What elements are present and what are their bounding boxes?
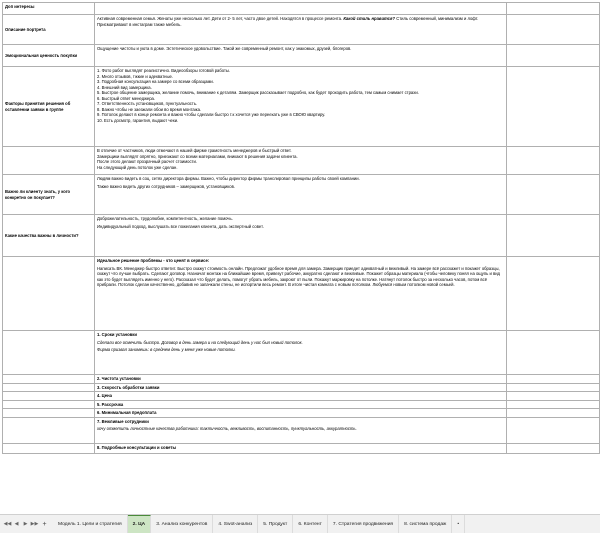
row-extra[interactable] xyxy=(507,375,600,384)
sheet-tab-8[interactable]: 8. система продаж xyxy=(399,515,452,533)
text-run: Стиль современный, минимализм и лофт. Присматривают в инстаграм также мебель. xyxy=(97,16,479,27)
section-heading: 2. Чистота установки xyxy=(97,376,141,381)
sheet-tab-bar[interactable] xyxy=(0,514,600,533)
first-sheet-icon[interactable]: ◀◀ xyxy=(3,521,12,527)
table-row xyxy=(3,417,600,443)
row-extra[interactable] xyxy=(507,3,600,15)
row-label xyxy=(3,331,95,375)
text-run: После этого делают прозрачный расчет стоимости. xyxy=(97,159,197,165)
text-run: хочу отметить личностные качества работника: тактичность, вежливость, воспитанность, пунктуальность, аккуратность. xyxy=(97,426,357,432)
row-extra[interactable] xyxy=(507,45,600,67)
text-run: В отличие от частников, люди отмечают в нашей фирме грамотность менеджеров и быстрый ответ. xyxy=(97,148,292,153)
row-extra[interactable] xyxy=(507,392,600,401)
text-run: Доброжелательность, трудолюбие, компетентность, желание помочь. xyxy=(97,216,233,221)
row-label: Факторы принятия решения об оставлении заявки в группе xyxy=(3,67,95,147)
text-run: Активная современная семья. Женаты уже несколько лет. Дети от 2- 5 лет, часто двое детей. Находятся в процессе ремонта. xyxy=(97,16,344,21)
table-row xyxy=(3,67,600,147)
row-label xyxy=(3,383,95,392)
row-content[interactable] xyxy=(95,257,507,331)
list-item: 8. Важно чтобы не заезжали обои во время монтажа. xyxy=(97,106,202,112)
table-row xyxy=(3,45,600,67)
table-row xyxy=(3,257,600,331)
list-item: 9. Потолок делают в конце ремонта и важно чтобы сделали быстро т.к хочется уже переехать уже в СВОЮ квартиру. xyxy=(97,112,326,118)
text-run: Написать ВК. Менеджер быстро ответит. Быстро скажут стоимость онлайн. Предложат удобное время для замера. Замерщик приедет адекватный и вежливый. На замере всё расскажет и покажет образцы, скажут что лучше выбрать. Сделают договор. Назначат монтаж на ближайшие время, привезут рабочие, аккуратно сделают и вежливые. Покажет образцы материала (чтобы человеку понял на ощупь и вид как это будет выглядеть именно у него). Рассказал что будет делать, помогут убрать мебель, закроют от пыли. Покажут маркировку на потолке. Натянут потолок быстро за несколько часов, потом всё прибрали. Потолок сделан качественно, добавив не запачкали стены, не испортили весь ремонт. В итоге чистая комната с новым потолком. Любуемся новым потолком новой семьей. xyxy=(97,265,500,288)
text-run: Также важно видеть других сотрудников – замерщиков, установщиков. xyxy=(97,183,235,189)
row-extra[interactable] xyxy=(507,67,600,147)
text-run: Индивидуальный подход, выслушать все пожелания клиента, дать экспертный совет. xyxy=(97,223,264,229)
row-content[interactable] xyxy=(95,331,507,375)
sheet-tabs[interactable] xyxy=(53,515,600,533)
row-extra[interactable] xyxy=(507,400,600,409)
text-run: Фирма призвал занимешь: в среднем день у меня уже новые потолки. xyxy=(97,347,236,353)
row-label xyxy=(3,443,95,453)
list-item: 6. Быстрый ответ менеджера. xyxy=(97,95,156,101)
row-label: Какие качества важны в личности? xyxy=(3,215,95,257)
last-sheet-icon[interactable]: ▶▶ xyxy=(30,521,39,527)
table-body xyxy=(3,3,600,454)
row-content[interactable] xyxy=(95,417,507,443)
row-extra[interactable] xyxy=(507,443,600,453)
table-row xyxy=(3,400,600,409)
row-content[interactable] xyxy=(95,45,507,67)
row-content[interactable] xyxy=(95,15,507,45)
section-heading: Идеальное решение проблемы - что ценят в сервисе: xyxy=(97,258,210,263)
text-run: Сделали все осмечить быстро. Договор в день замера и на следующий день у нас был новый потолок. xyxy=(97,339,303,345)
row-extra[interactable] xyxy=(507,15,600,45)
table-row xyxy=(3,375,600,384)
row-content[interactable] xyxy=(95,375,507,384)
table-row xyxy=(3,409,600,418)
sheet-tab-5[interactable]: 5. Продукт xyxy=(258,515,293,533)
row-content[interactable] xyxy=(95,443,507,453)
section-heading: 4. Цена xyxy=(97,393,112,399)
section-heading: 7. Вежливые сотрудники xyxy=(97,418,149,424)
list-item: 7. Ответственность установщиков, пунктуальность. xyxy=(97,101,198,107)
row-content[interactable] xyxy=(95,400,507,409)
row-extra[interactable] xyxy=(507,257,600,331)
text-run: На следующий день потолок уже сделан. xyxy=(97,164,178,170)
section-heading: 6. Минимальная предоплата xyxy=(97,410,157,416)
list-item: 4. Внешний вид замерщика. xyxy=(97,84,152,90)
sheet-nav-buttons[interactable] xyxy=(0,518,53,530)
table-row xyxy=(3,215,600,257)
list-item: 1. Фото работ выглядят реалистично. Видеообзоры готовой работы. xyxy=(97,68,231,73)
row-extra[interactable] xyxy=(507,409,600,418)
row-content[interactable] xyxy=(95,3,507,15)
text-run-emphasis: Какой стиль нравится? xyxy=(343,16,396,21)
row-extra[interactable] xyxy=(507,175,600,215)
table-row xyxy=(3,175,600,215)
table-row xyxy=(3,3,600,15)
section-heading: 5. Рассрочка xyxy=(97,401,124,407)
row-label: Описание портрета xyxy=(3,15,95,45)
list-item: 3. Подробная консультация на замере со всеми образцами. xyxy=(97,79,214,85)
list-item: 10. Есть досмотр, гарантия, выдают чеки. xyxy=(97,117,179,123)
row-extra[interactable] xyxy=(507,215,600,257)
row-label xyxy=(3,257,95,331)
row-content[interactable] xyxy=(95,409,507,418)
sheet-tab-2-active[interactable]: 2. ЦА xyxy=(128,515,152,533)
add-sheet-icon[interactable]: + xyxy=(42,520,47,528)
row-extra[interactable] xyxy=(507,331,600,375)
row-label xyxy=(3,409,95,418)
row-label xyxy=(3,417,95,443)
table-row xyxy=(3,147,600,175)
row-label: Доп интересы xyxy=(3,3,95,15)
row-content[interactable] xyxy=(95,383,507,392)
row-label xyxy=(3,392,95,401)
row-extra[interactable] xyxy=(507,147,600,175)
sheet-tab-4[interactable]: 4. Swot-анализ xyxy=(213,515,258,533)
row-label: Важно ли клиенту знать, у кого конкретно он покупает? xyxy=(3,175,95,215)
text-run: Ощущение чистоты и уюта в доме. Эстетическое удовольствие. Такой же современный ремонт, как у знакомых, друзей, блогеров. xyxy=(97,46,352,51)
row-content[interactable] xyxy=(95,67,507,147)
next-sheet-icon[interactable]: ▶ xyxy=(23,521,28,527)
sheet-tab-1[interactable]: Модель 1. Цели и стратегия xyxy=(53,515,128,533)
list-item: 5. Быстрое общение замерщика, желание помочь, внимание к деталям. Замерщик рассказывает подробно, как будет проходить работа, тем самым снимает страхи. xyxy=(97,90,419,96)
table-row xyxy=(3,443,600,453)
data-table xyxy=(2,2,600,454)
row-label xyxy=(3,400,95,409)
section-heading: 1. Сроки установки xyxy=(97,332,137,337)
row-extra[interactable] xyxy=(507,383,600,392)
table-row xyxy=(3,383,600,392)
table-row xyxy=(3,331,600,375)
row-content[interactable] xyxy=(95,147,507,175)
row-content[interactable] xyxy=(95,215,507,257)
text-run: Людям важно видеть в соц. сетях директора фирмы. Важно, чтобы директор фирмы транслировал принципы работы своей компании. xyxy=(97,176,360,181)
row-label xyxy=(3,147,95,175)
row-label xyxy=(3,375,95,384)
list-item: 2. Много отзывов, тжкие и адекватные. xyxy=(97,73,173,79)
sheet-tab-overflow[interactable]: • xyxy=(452,515,465,533)
sheet-tab-3[interactable]: 3. Анализ конкурентов xyxy=(151,515,213,533)
row-content[interactable] xyxy=(95,392,507,401)
section-heading: 3. Скорость обработки заявки xyxy=(97,384,160,390)
table-row xyxy=(3,15,600,45)
row-extra[interactable] xyxy=(507,417,600,443)
sheet-tab-7[interactable]: 7. Стратегия продвижения xyxy=(328,515,399,533)
prev-sheet-icon[interactable]: ◀ xyxy=(14,521,19,527)
table-row xyxy=(3,392,600,401)
row-content[interactable] xyxy=(95,175,507,215)
text-run: Замерщики выглядят опрятно, приезжают со всеми материалами, вникают в решения задачи клиента. xyxy=(97,153,298,159)
sheet-tab-6[interactable]: 6. Контент xyxy=(293,515,328,533)
section-heading: 8. Подробные консультации и советы xyxy=(97,444,177,450)
row-label: Эмоциональная ценность покупки xyxy=(3,45,95,67)
